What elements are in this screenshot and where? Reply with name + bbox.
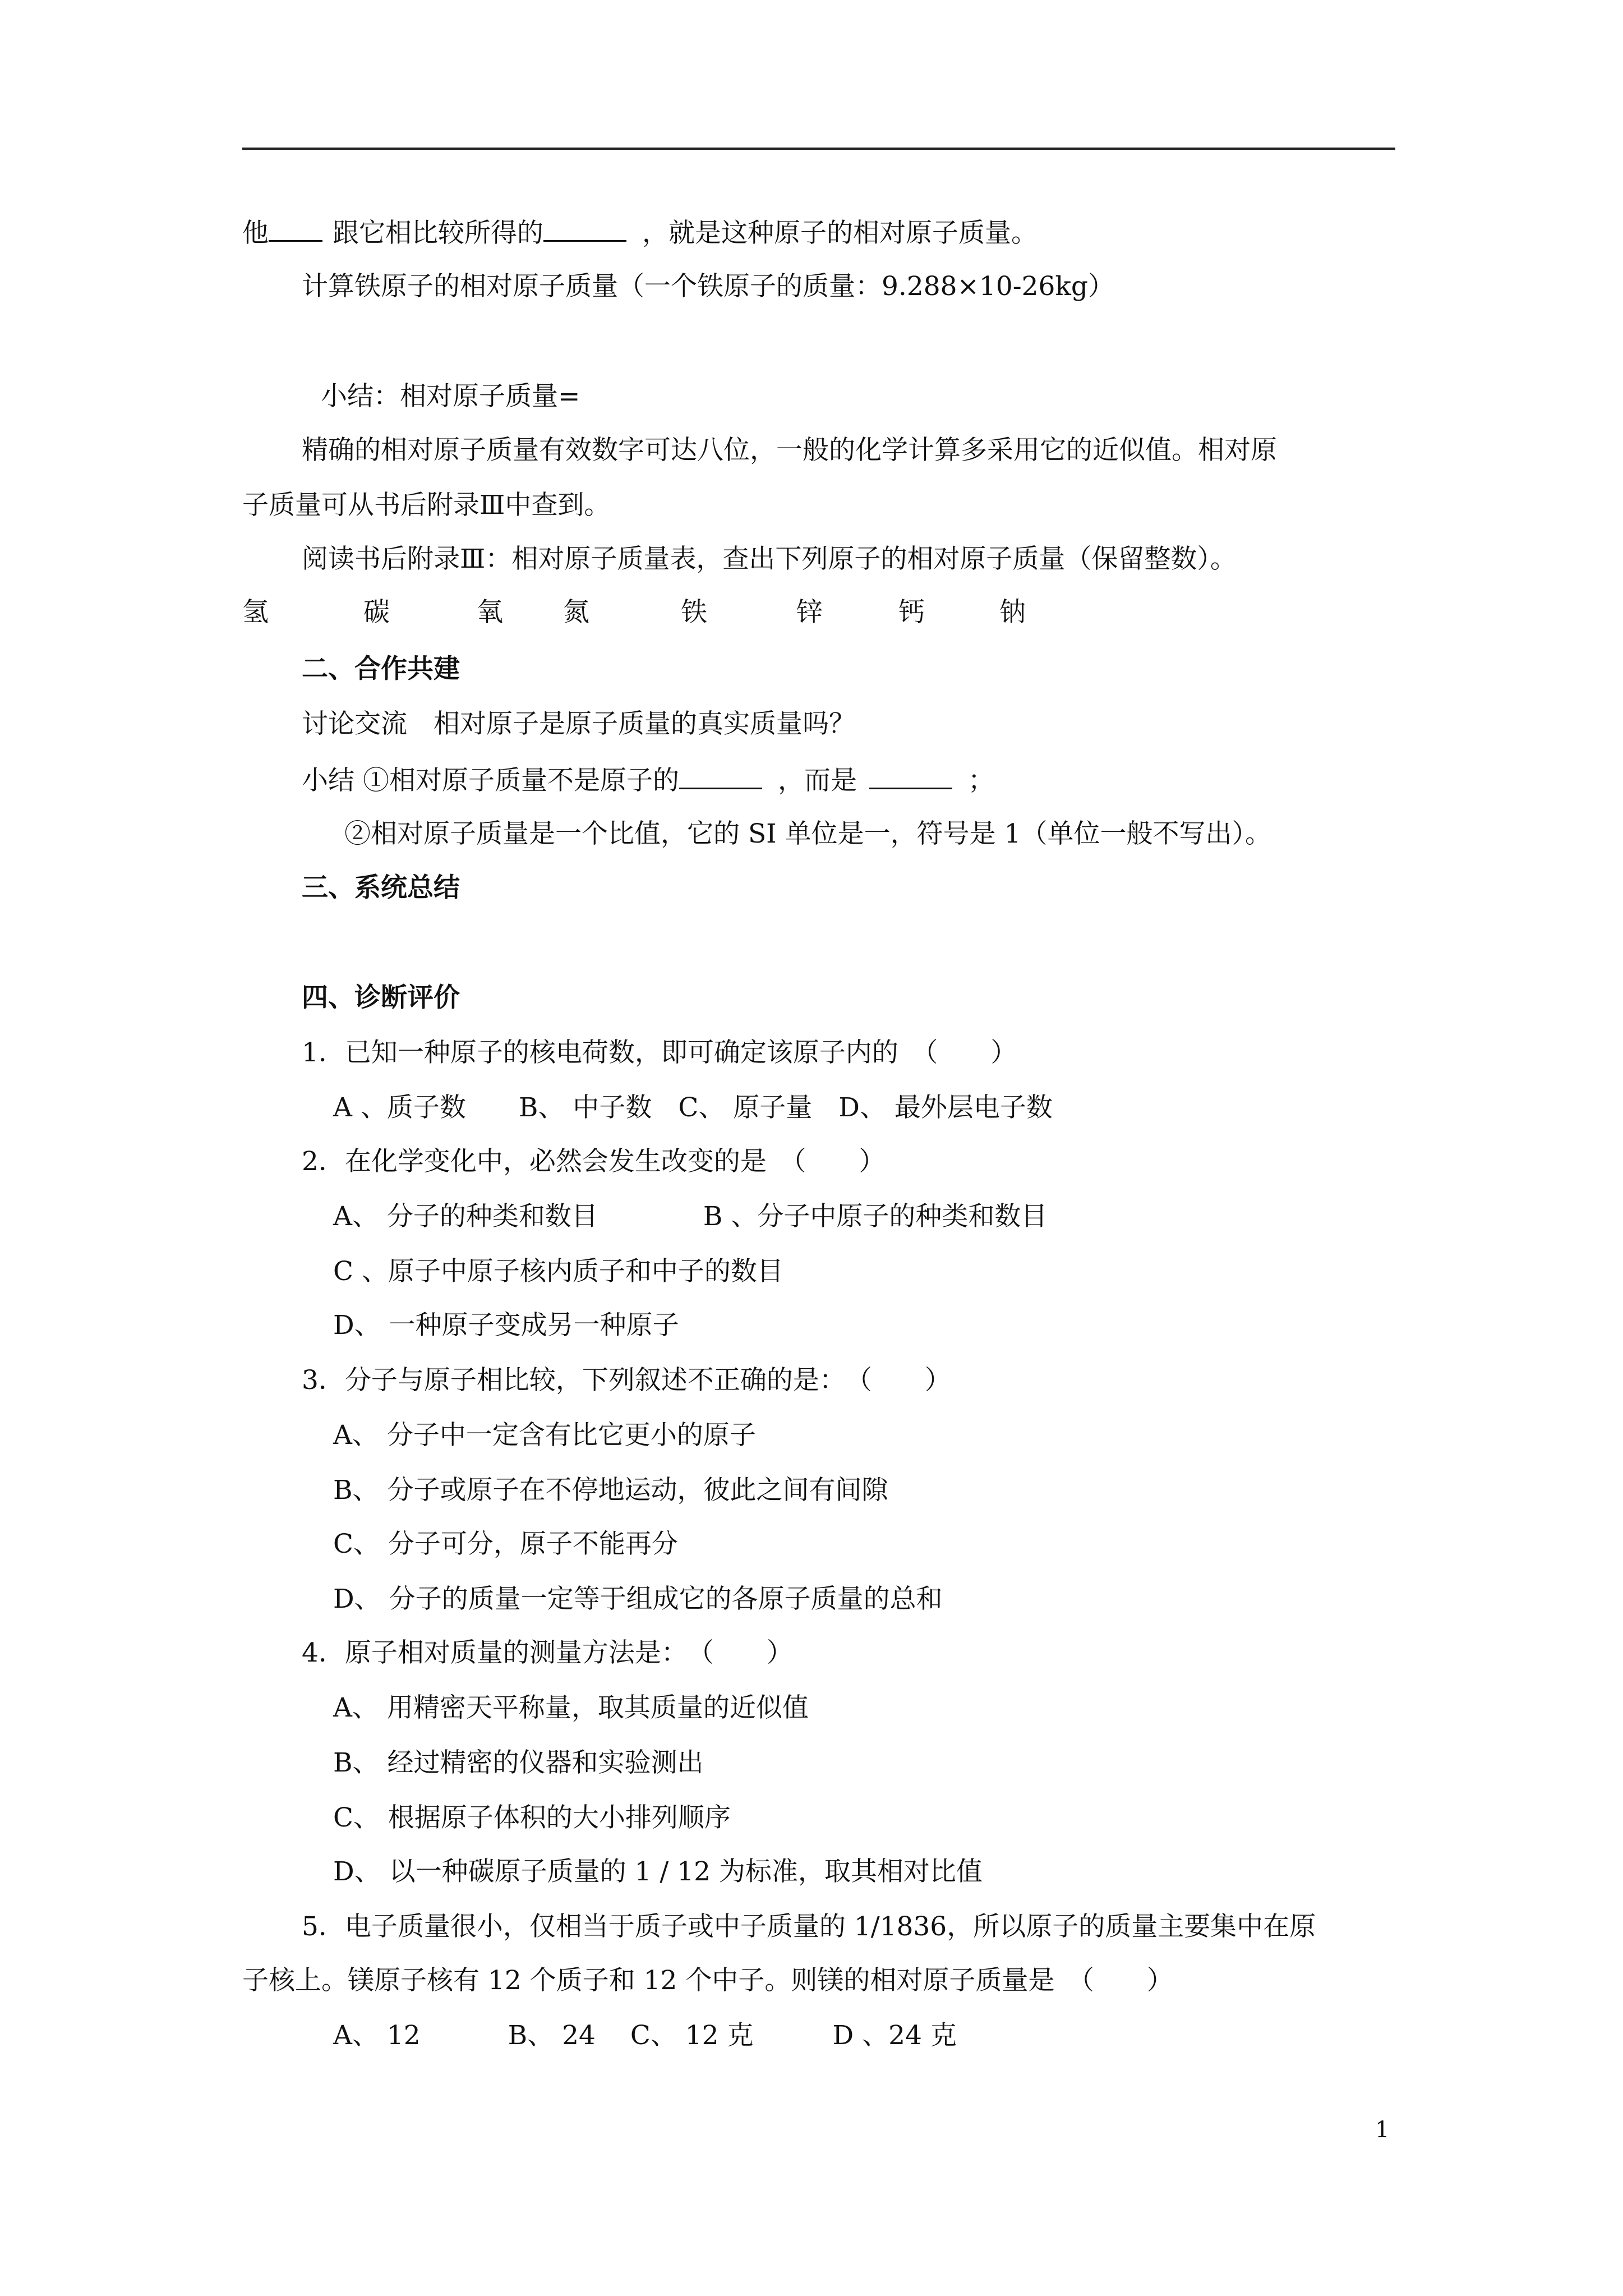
page-number: 1: [1375, 2117, 1390, 2143]
fill-blank: [869, 762, 952, 789]
section-heading-2: 二、合作共建: [302, 654, 460, 684]
text-line-4: 精确的相对原子质量有效数字可达八位，一般的化学计算多采用它的近似值。相对原: [302, 435, 1277, 466]
text-line-6: 阅读书后附录Ⅲ：相对原子质量表，查出下列原子的相对原子质量（保留整数）。: [302, 544, 1237, 574]
fill-blank: [543, 214, 626, 242]
question-3-option-d: D、 分子的质量一定等于组成它的各原子质量的总和: [333, 1584, 943, 1614]
text-line-9: ②相对原子质量是一个比值，它的 SI 单位是一，符号是 1（单位一般不写出）。: [344, 818, 1271, 849]
line1-start: 他: [242, 218, 269, 249]
text-line-1: [242, 214, 1038, 251]
element-item: 氮: [563, 597, 589, 628]
question-2-option-d: D、 一种原子变成另一种原子: [333, 1310, 679, 1341]
element-item: 钙: [898, 597, 925, 628]
text-line-8: [302, 762, 994, 798]
question-4-option-c: C、 根据原子体积的大小排列顺序: [333, 1802, 731, 1833]
question-1: 1．已知一种原子的核电荷数，即可确定该原子内的 （ ）: [302, 1037, 1017, 1068]
question-4-option-d: D、 以一种碳原子质量的 1 / 12 为标准，取其相对比值: [333, 1856, 983, 1887]
element-item: 钠: [999, 597, 1026, 628]
question-5-line-1: 5．电子质量很小，仅相当于质子或中子质量的 1/1836，所以原子的质量主要集中在原: [302, 1911, 1316, 1942]
fill-blank: [269, 214, 322, 242]
question-4: 4．原子相对质量的测量方法是： （ ）: [302, 1637, 793, 1668]
line8-start: 小结 ①相对原子质量不是原子的: [302, 765, 679, 796]
question-2-option-ab: A、 分子的种类和数目 B 、分子中原子的种类和数目: [333, 1201, 1048, 1232]
line8-end: ；: [967, 765, 994, 796]
summary-line: 小结：相对原子质量=: [321, 381, 580, 412]
element-item: 铁: [681, 597, 707, 628]
question-5-line-2: 子核上。镁原子核有 12 个质子和 12 个中子。则镁的相对原子质量是 （ ）: [242, 1965, 1173, 1996]
question-3-option-a: A、 分子中一定含有比它更小的原子: [333, 1420, 756, 1451]
element-item: 氧: [477, 597, 503, 628]
fill-blank: [679, 762, 762, 789]
question-4-option-b: B、 经过精密的仪器和实验测出: [333, 1747, 704, 1778]
line1-middle: 跟它相比较所得的: [333, 218, 543, 249]
section-heading-3: 三、系统总结: [302, 872, 460, 903]
section-heading-4: 四、诊断评价: [302, 982, 460, 1013]
element-item: 锌: [796, 597, 823, 628]
element-list: [242, 595, 1083, 630]
text-line-2: 计算铁原子的相对原子质量（一个铁原子的质量：9.288×10-26kg）: [302, 271, 1114, 302]
question-5-options: A、 12 B、 24 C、 12 克 D 、24 克: [333, 2020, 957, 2051]
question-2-option-c: C 、原子中原子核内质子和中子的数目: [333, 1256, 783, 1287]
header-rule: [242, 148, 1395, 150]
element-item: 碳: [363, 597, 390, 628]
question-2: 2．在化学变化中，必然会发生改变的是 （ ）: [302, 1146, 886, 1177]
question-3: 3．分子与原子相比较，下列叙述不正确的是： （ ）: [302, 1365, 951, 1396]
question-4-option-a: A、 用精密天平称量，取其质量的近似值: [333, 1692, 809, 1723]
question-3-option-b: B、 分子或原子在不停地运动，彼此之间有间隙: [333, 1475, 888, 1506]
question-3-option-c: C、 分子可分，原子不能再分: [333, 1529, 678, 1559]
element-item: 氢: [242, 597, 269, 628]
line1-end: ，就是这种原子的相对原子质量。: [642, 218, 1038, 249]
text-line-7: 讨论交流 相对原子是原子质量的真实质量吗？: [302, 708, 855, 739]
line8-middle: ，而是: [777, 765, 857, 796]
text-line-5: 子质量可从书后附录Ⅲ中查到。: [242, 490, 611, 521]
question-1-options: A 、质子数 B、 中子数 C、 原子量 D、 最外层电子数: [333, 1092, 1053, 1123]
